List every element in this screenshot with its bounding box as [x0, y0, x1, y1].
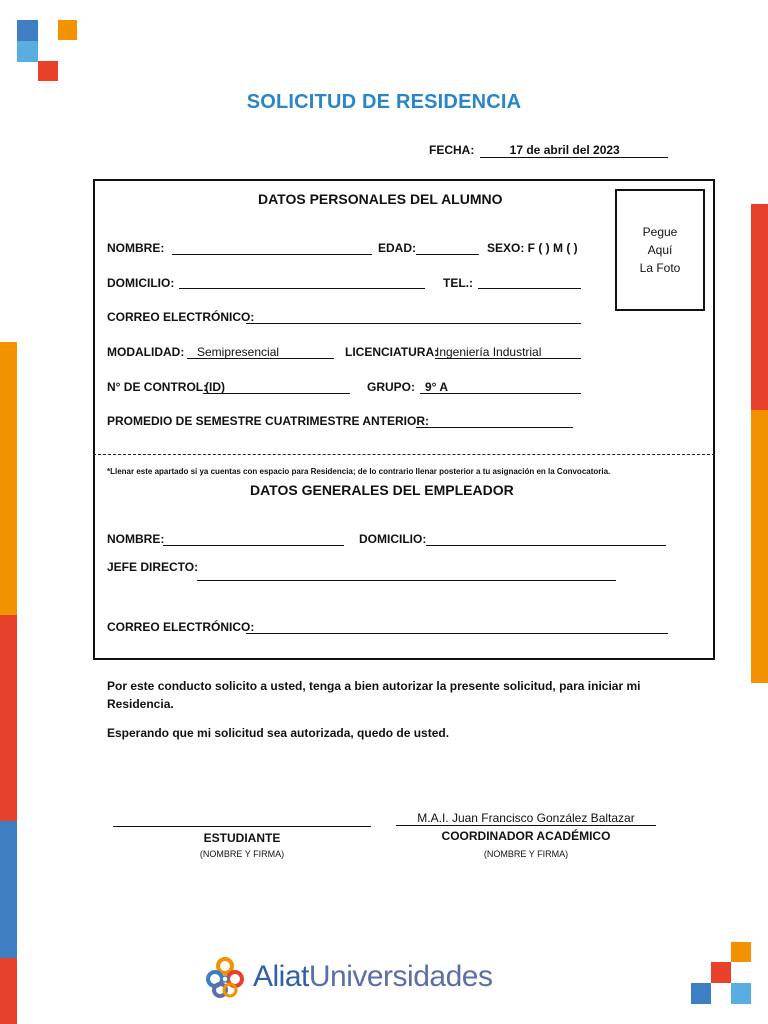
phone-field[interactable] [478, 288, 581, 289]
direct-boss-label: JEFE DIRECTO: [107, 560, 199, 574]
photo-text: La Foto [639, 261, 681, 275]
employer-email-label: CORREO ELECTRÓNICO: [107, 620, 255, 634]
decor-square [691, 983, 711, 1004]
left-color-bar [0, 821, 17, 958]
decor-square [17, 41, 38, 62]
coordinator-signature-sub: (NOMBRE Y FIRMA) [483, 849, 569, 859]
date-field [429, 143, 668, 158]
decor-square [17, 20, 38, 41]
page-title: SOLICITUD DE RESIDENCIA [246, 91, 522, 113]
modality-label: MODALIDAD: [107, 345, 185, 359]
aliat-logo [203, 952, 492, 1002]
left-color-bar [0, 342, 17, 615]
decor-square [711, 962, 731, 983]
left-color-bar [0, 958, 17, 1024]
employer-email-field[interactable] [246, 633, 668, 634]
logo-wordmark: AliatUniversidades [253, 960, 493, 993]
decor-square [731, 942, 751, 962]
coordinator-name: M.A.I. Juan Francisco González Baltazar [417, 811, 635, 825]
address-label: DOMICILIO: [107, 276, 175, 290]
decor-square [731, 983, 751, 1004]
average-label: PROMEDIO DE SEMESTRE CUATRIMESTRE ANTERIOR: [107, 414, 430, 428]
group-value: 9° A [425, 380, 449, 394]
average-field[interactable] [416, 427, 573, 428]
age-field[interactable] [416, 254, 479, 255]
student-name-label: NOMBRE: [107, 241, 165, 255]
aliat-emblem-icon [203, 955, 247, 999]
email-field[interactable] [246, 323, 581, 324]
student-signature-sub: (NOMBRE Y FIRMA) [199, 849, 285, 859]
date-label: FECHA: [429, 143, 475, 157]
decor-square [38, 61, 58, 81]
address-field[interactable] [179, 288, 425, 289]
control-number-value: (ID) [205, 380, 225, 394]
right-color-bar [751, 410, 768, 683]
coordinator-signature-line [396, 825, 656, 826]
request-paragraph: Por este conducto solicito a usted, tenga a bien autorizar la presente solicitud, para iniciar mi Residencia. [107, 679, 641, 711]
employer-address-label: DOMICILIO: [359, 532, 427, 546]
photo-placeholder [615, 189, 705, 311]
coordinator-title: COORDINADOR ACADÉMICO [441, 829, 611, 843]
group-label: GRUPO: [367, 380, 415, 394]
date-value[interactable]: 17 de abril del 2023 [480, 143, 668, 158]
photo-text: Pegue [642, 225, 678, 239]
age-label: EDAD: [378, 241, 416, 255]
employer-name-field[interactable] [163, 545, 344, 546]
right-color-bar [751, 204, 768, 410]
student-signature-title: ESTUDIANTE [203, 831, 281, 845]
control-number-field[interactable] [203, 393, 350, 394]
employer-address-field[interactable] [426, 545, 666, 546]
section-heading-student: DATOS PERSONALES DEL ALUMNO [258, 191, 503, 207]
left-color-bar [0, 615, 17, 821]
phone-label: TEL.: [443, 276, 473, 290]
photo-text: Aquí [647, 243, 673, 257]
closing-paragraph: Esperando que mi solicitud sea autorizada, quedo de usted. [107, 726, 450, 740]
modality-value: Semipresencial [197, 345, 280, 359]
student-name-field[interactable] [172, 254, 372, 255]
employer-name-label: NOMBRE: [107, 532, 165, 546]
decor-square [58, 20, 77, 40]
control-number-label: N° DE CONTROL: [107, 380, 208, 394]
section-divider [93, 454, 715, 455]
email-label: CORREO ELECTRÓNICO: [107, 310, 255, 324]
employer-note: *Llenar este apartado si ya cuentas con espacio para Residencia; de lo contrario llenar posterior a tu asignación en la Convocatoria. [107, 467, 611, 476]
section-heading-employer: DATOS GENERALES DEL EMPLEADOR [250, 482, 514, 498]
degree-label: LICENCIATURA: [345, 345, 439, 359]
direct-boss-field[interactable] [197, 580, 616, 581]
student-signature-line[interactable] [113, 826, 371, 827]
degree-value: Ingeniería Industrial [436, 345, 542, 359]
sex-label[interactable]: SEXO: F ( ) M ( ) [487, 241, 578, 255]
